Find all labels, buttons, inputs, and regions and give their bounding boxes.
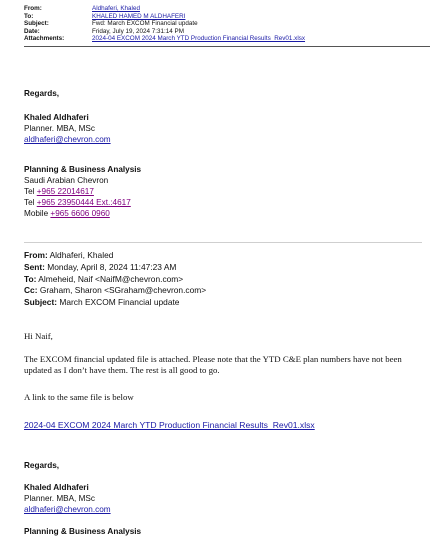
signature-title: Planner. MBA, MSc [24, 124, 95, 133]
contact-company: Saudi Arabian Chevron [24, 176, 109, 185]
header-from-label: From: [24, 5, 42, 12]
header-date-row [24, 28, 428, 36]
fwd-cc-row [24, 285, 206, 297]
header-to-label: To: [24, 12, 34, 20]
fwd-subject-label: Subject: [24, 297, 58, 308]
header-attachments-label: Attachments: [24, 35, 65, 43]
signature-block-2 [24, 460, 111, 515]
header-attachments-row [24, 35, 428, 43]
attachment-link[interactable]: 2024-04 EXCOM 2024 March YTD Production Financial Results_Rev01.xlsx [92, 35, 306, 43]
email-header [24, 5, 428, 43]
signature-block [24, 88, 111, 145]
signature2-dept: Planning & Business Analysis [24, 527, 142, 536]
fwd-subject-row [24, 297, 206, 309]
mobile-link[interactable]: +965 6606 0960 [50, 209, 110, 218]
header-to-link[interactable]: KHALED HAMED M ALDHAFERI [92, 12, 186, 20]
fwd-cc-label: Cc: [24, 285, 38, 296]
tel2-link[interactable]: +965 23950444 Ext.:4617 [36, 198, 131, 207]
contact-tel1-row [24, 186, 141, 197]
contact-tel2-row [24, 197, 141, 208]
signature-spacer [24, 99, 111, 112]
header-subject-row [24, 20, 428, 28]
fwd-to-row [24, 274, 206, 286]
fwd-sent-row [24, 262, 206, 274]
fwd-cc-value: Graham, Sharon <SGraham@chevron.com> [37, 285, 207, 296]
signature-regards: Regards, [24, 89, 60, 98]
signature2-title: Planner. MBA, MSc [24, 494, 95, 503]
header-from-link[interactable]: Aldhaferi, Khaled [92, 5, 140, 12]
fwd-subject-value: March EXCOM Financial update [57, 297, 180, 308]
contact-block [24, 164, 141, 219]
mobile-label: Mobile [24, 209, 51, 218]
fwd-to-value: Almeheid, Naif <NaifM@chevron.com> [36, 273, 184, 284]
header-date-value: Friday, July 19, 2024 7:31:14 PM [92, 27, 184, 35]
fwd-to-label: To: [24, 273, 37, 284]
body-paragraph: The EXCOM financial updated file is attached. Please note that the YTD C&E plan numbers have not been updated as I don’t have them. The rest is all good to go. [24, 354, 402, 376]
link-intro: A link to the same file is below [24, 392, 134, 402]
fwd-from-value: Aldhaferi, Khaled [47, 250, 114, 260]
fwd-from-row [24, 250, 206, 262]
header-subject-value: Fwd: March EXCOM Financial update [92, 20, 198, 28]
forward-divider [24, 242, 422, 243]
signature-name: Khaled Aldhaferi [24, 113, 89, 122]
fwd-sent-value: Monday, April 8, 2024 11:47:23 AM [44, 261, 177, 272]
signature2-spacer [24, 471, 111, 482]
fwd-from-label: From: [24, 250, 48, 260]
fwd-sent-label: Sent: [24, 261, 45, 272]
file-link[interactable]: 2024-04 EXCOM 2024 March YTD Production Financial Results_Rev01.xlsx [24, 420, 315, 430]
forwarded-header [24, 250, 206, 309]
tel1-link[interactable]: +965 22014617 [36, 187, 94, 196]
header-to-row [24, 13, 428, 21]
contact-dept: Planning & Business Analysis [24, 165, 142, 174]
signature2-email-link[interactable]: aldhaferi@chevron.com [24, 505, 111, 514]
tel2-label: Tel [24, 198, 37, 207]
header-date-label: Date: [24, 27, 40, 35]
greeting: Hi Naif, [24, 331, 53, 341]
header-from-row [24, 5, 428, 13]
contact-mobile-row [24, 208, 141, 219]
signature-email-link[interactable]: aldhaferi@chevron.com [24, 135, 111, 144]
signature2-name: Khaled Aldhaferi [24, 483, 89, 492]
header-divider [24, 46, 430, 47]
tel1-label: Tel [24, 187, 37, 196]
header-subject-label: Subject: [24, 20, 49, 28]
signature2-regards: Regards, [24, 461, 60, 470]
